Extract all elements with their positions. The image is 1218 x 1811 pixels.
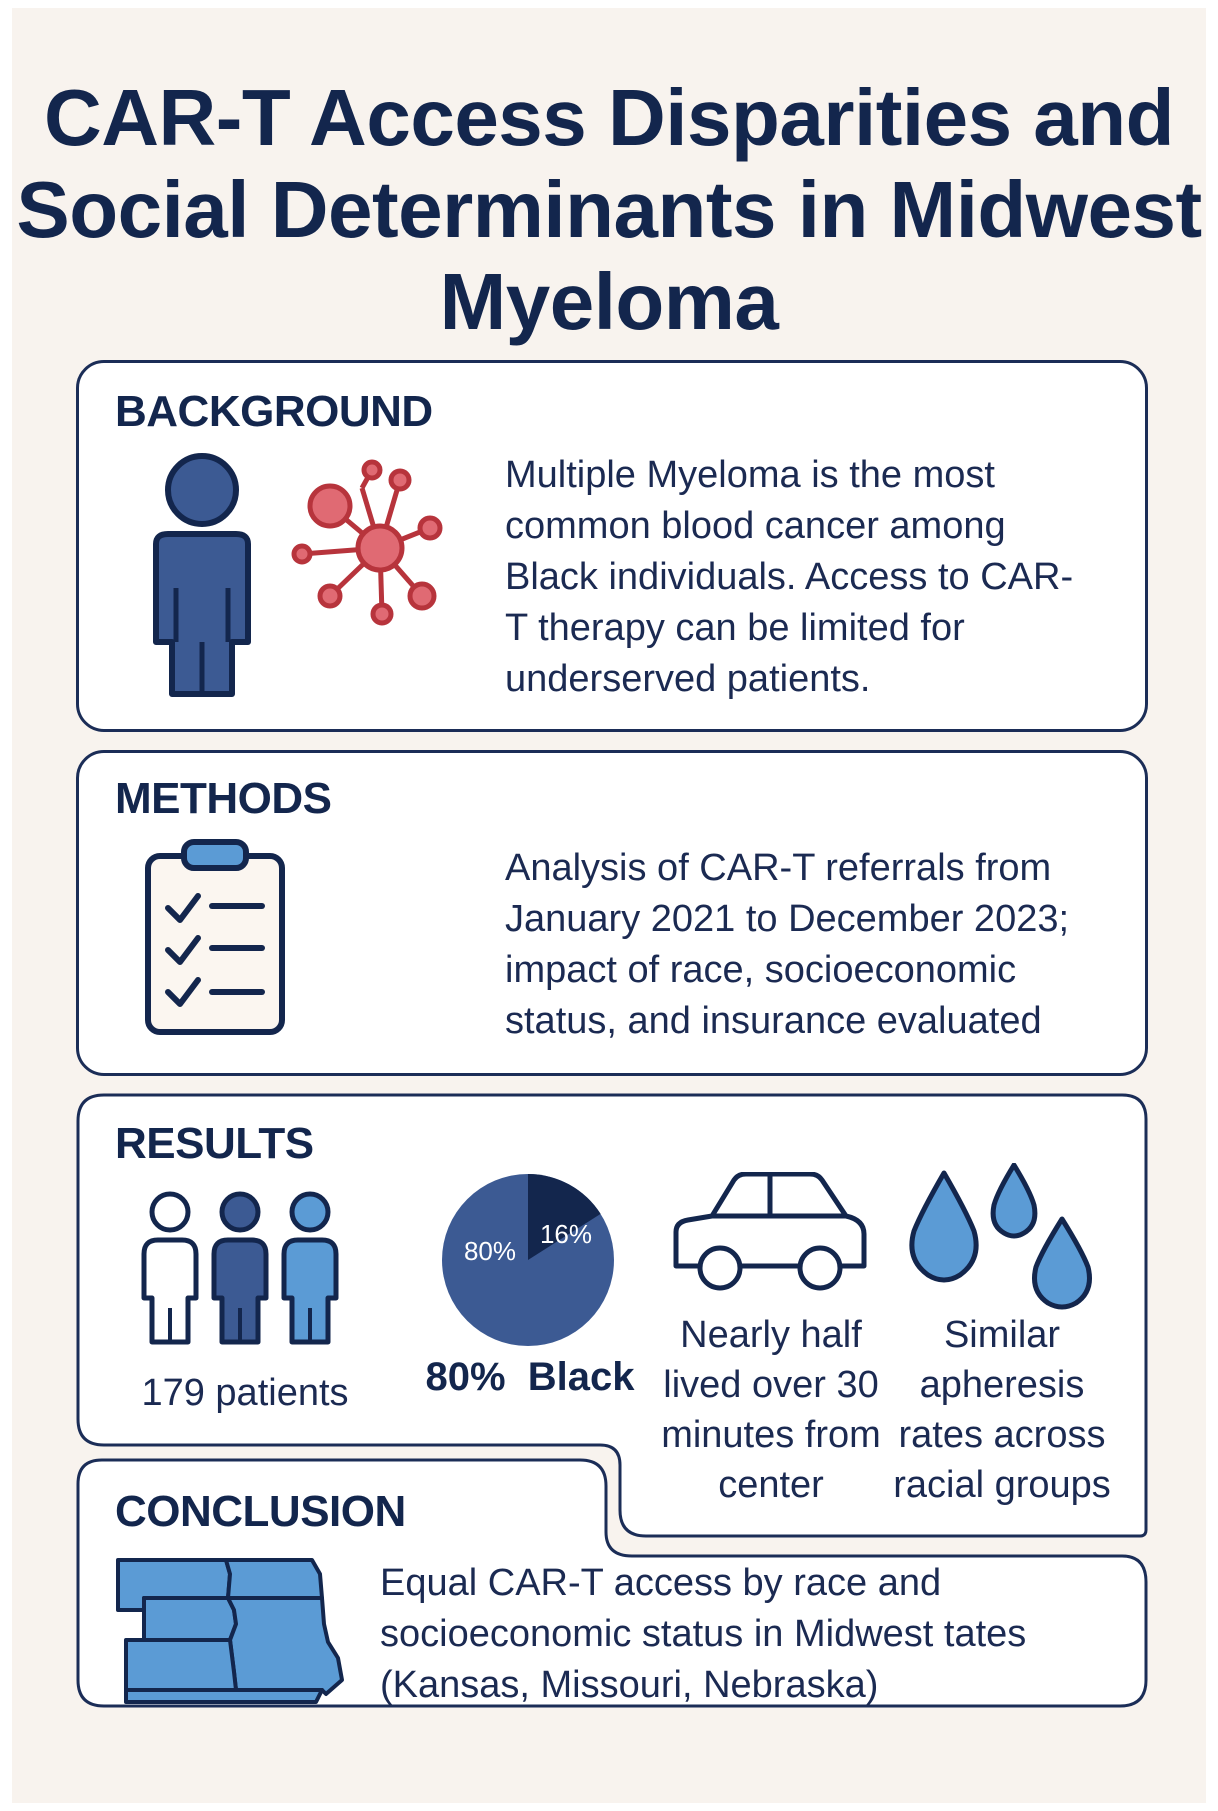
conclusion-heading: CONCLUSION [115,1487,406,1536]
page-title: CAR-T Access Disparities and Social Determinants in Midwest Myeloma [16,73,1202,346]
conclusion-text: Equal CAR-T access by race and socioeconomic status in Midwest tates (Kansas, Missouri, Nebraska) [380,1562,1027,1706]
midwest-map-icon [116,1554,346,1704]
results-heading: RESULTS [115,1119,314,1168]
people-group-icon [130,1188,350,1348]
background-text: Multiple Myeloma is the most common blood cancer among Black individuals. Access to CAR-T therapy can be limited for underserved patients. [505,454,1074,700]
methods-text: Analysis of CAR-T referrals from January 2021 to December 2023; impact of race, socioeconomic status, and insurance evaluated [505,847,1070,1042]
pie-label-other: 16% [539,1219,593,1249]
blood-drops-icon [904,1163,1104,1333]
car-icon [670,1172,870,1292]
background-heading: BACKGROUND [115,387,433,436]
black-percentage-label [425,1352,635,1402]
apheresis-text: Similar apheresis rates across racial groups [893,1314,1111,1506]
distance-text: Nearly half lived over 30 minutes from center [661,1314,881,1506]
methods-heading: METHODS [115,774,332,823]
cancer-cell-icon [290,458,450,628]
clipboard-checklist-icon [140,836,290,1036]
pie-chart-icon [438,1170,618,1350]
person-icon [132,448,272,698]
patients-count: 179 patients [141,1372,349,1414]
black-percentage: 80% [425,1355,506,1399]
black-label: Black [527,1355,635,1399]
pie-label-black: 80% [463,1236,517,1266]
